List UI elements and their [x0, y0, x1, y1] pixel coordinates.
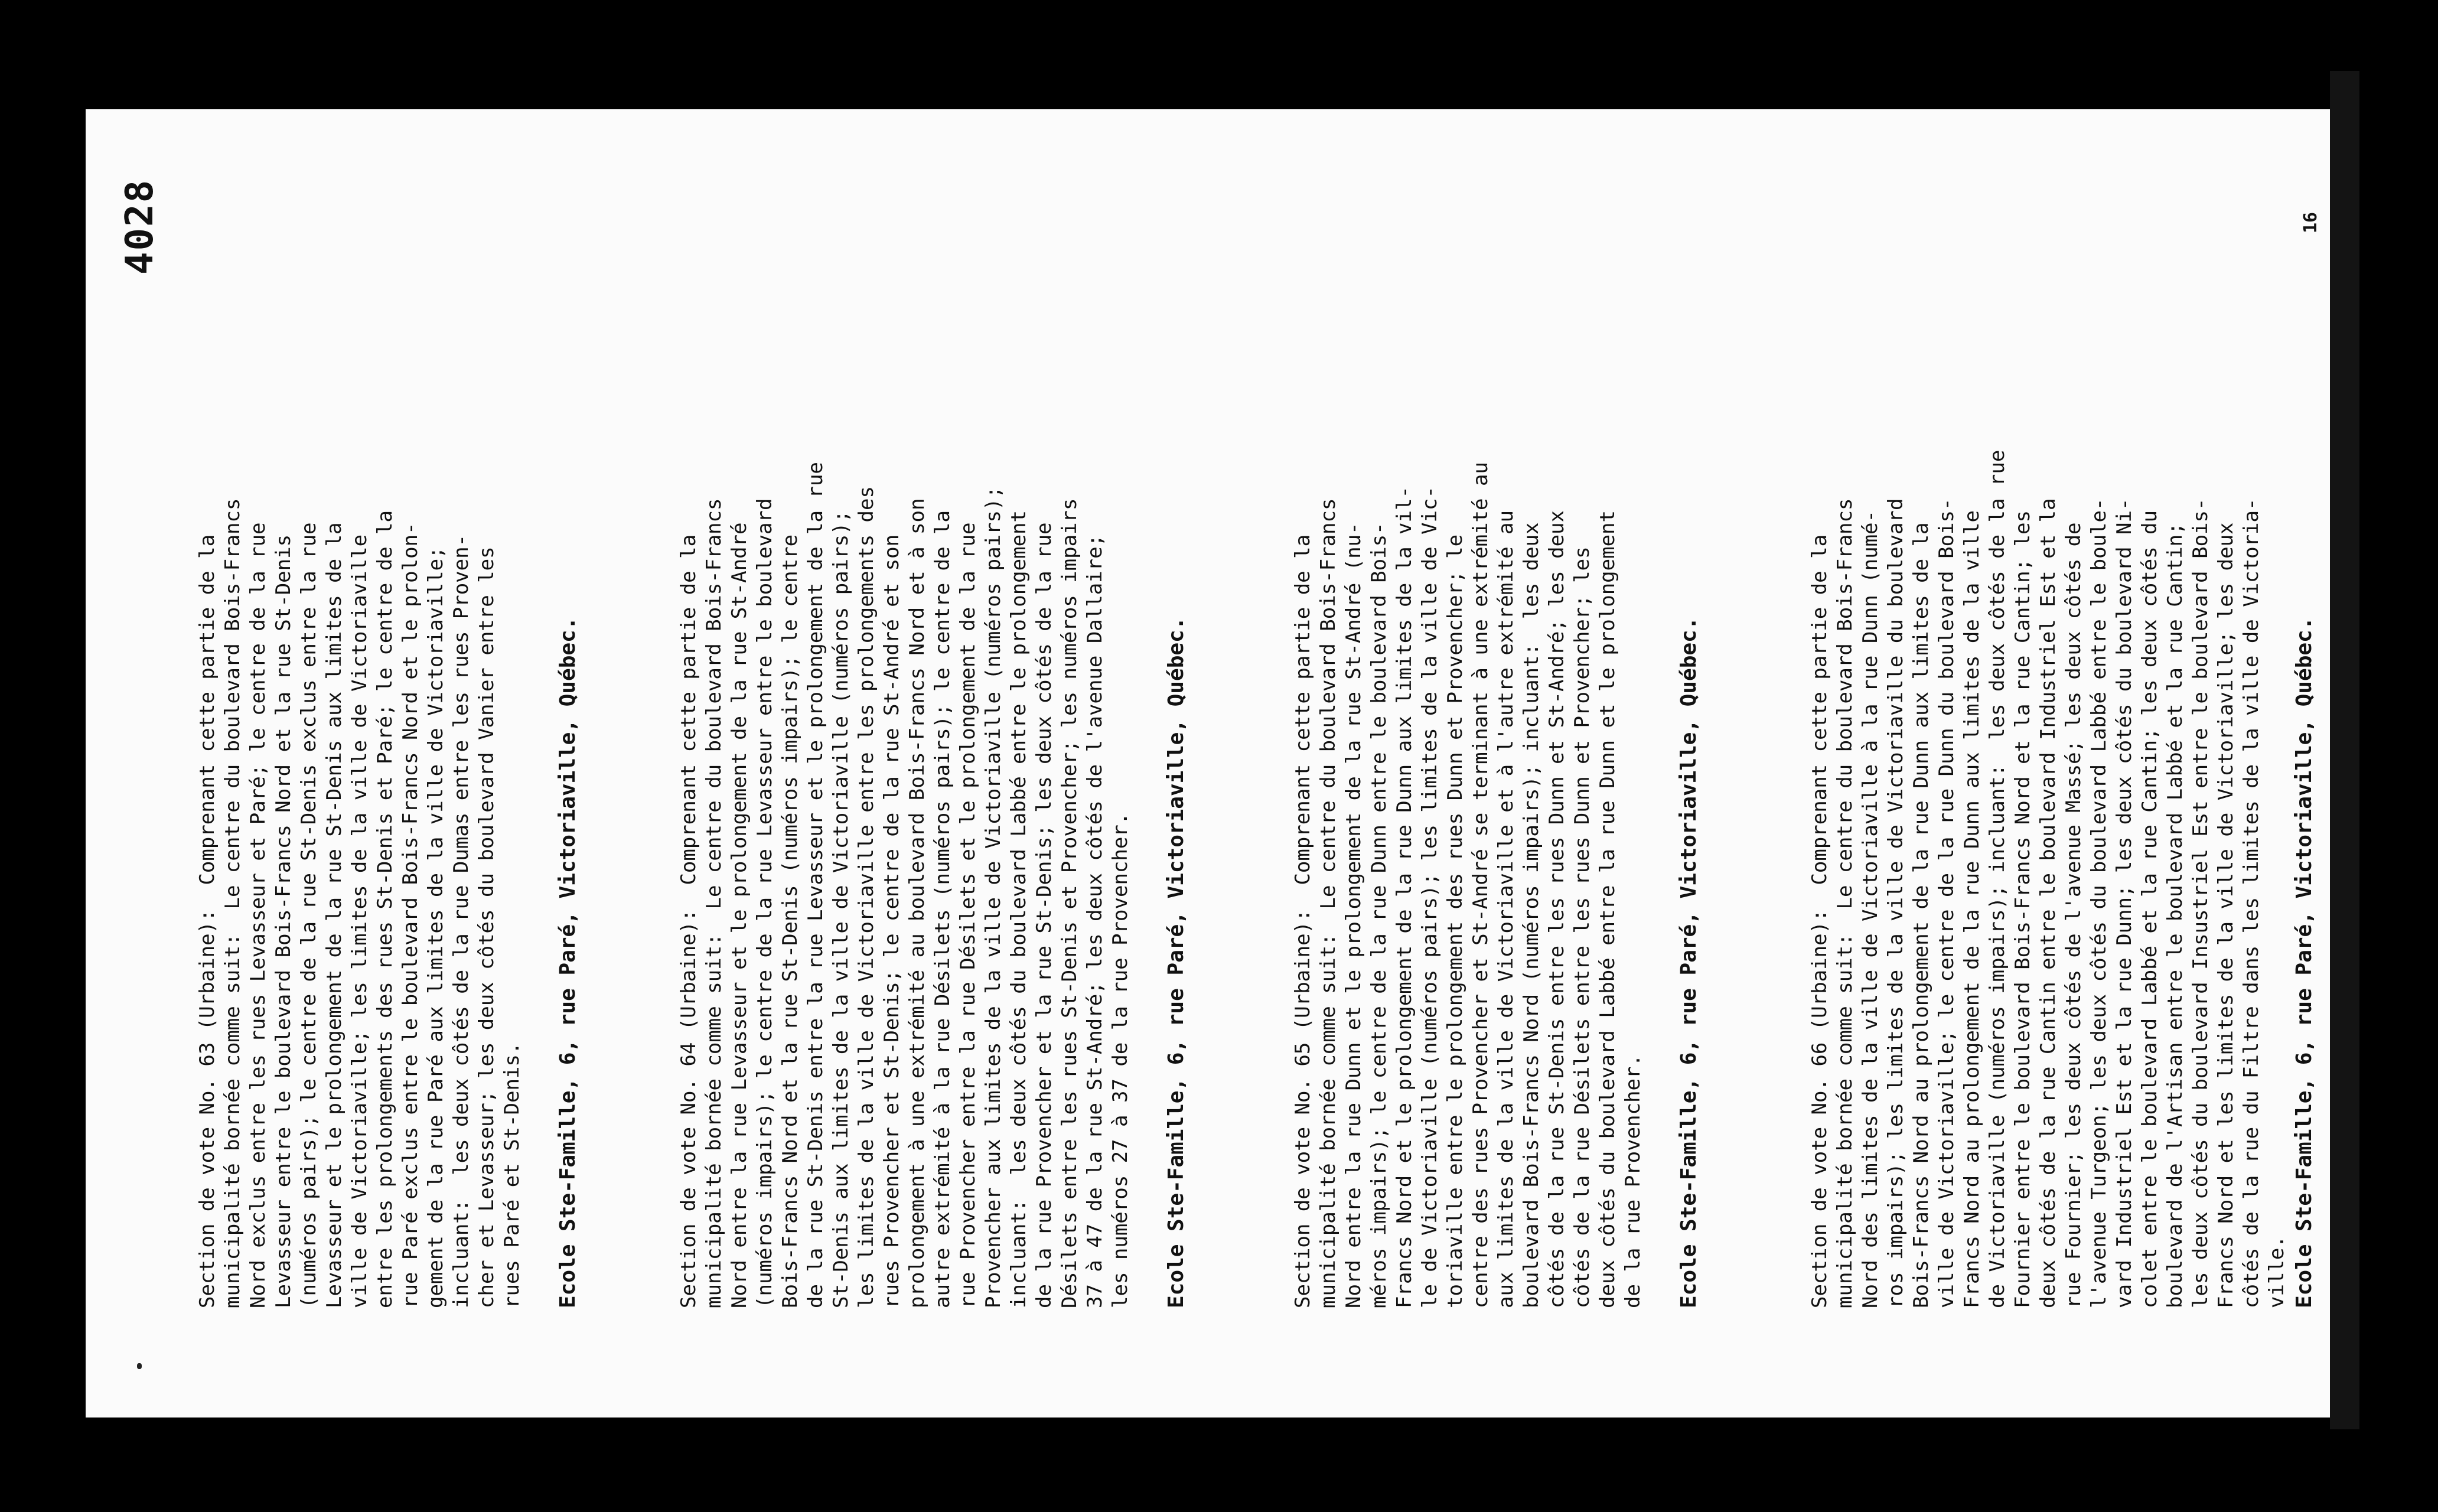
section-line: le de Victoriaville (numéros pairs); les limites de la ville de Vic- — [1418, 486, 1442, 1308]
section-line: Francs Nord et les limites de la ville de Victoriaville; les deux — [2214, 522, 2238, 1308]
section-line: l'avenue Turgeon; les deux côtés du boulevard Labbé entre le boule- — [2087, 498, 2111, 1308]
section-line: rue Provencher entre la rue Désilets et le prolongement de la rue — [956, 522, 980, 1308]
section-line: Section de vote No. 64 (Urbaine): Comprenant cette partie de la — [677, 534, 700, 1308]
section-64-block — [676, 245, 1188, 1308]
section-66-polling-place: Ecole Ste-Famille, 6, rue Paré, Victoriaville, Québec. — [2292, 617, 2316, 1308]
section-line: ville. — [2265, 1236, 2289, 1308]
section-63-text — [195, 245, 525, 1308]
section-line: ros impairs); les limites de la ville de Victoriaville du boulevard — [1884, 498, 1908, 1308]
section-line: cher et Levasseur; les deux côtés du boulevard Vanier entre les — [475, 546, 498, 1308]
section-66-text — [1807, 245, 2290, 1308]
section-line: incluant: les deux côtés du boulevard Labbé entre le prolongement — [1007, 510, 1031, 1308]
section-line: Provencher aux limites de la ville de Victoriaville (numéros pairs); — [982, 486, 1005, 1308]
section-65-polling-place: Ecole Ste-Famille, 6, rue Paré, Victoriaville, Québec. — [1677, 617, 1701, 1308]
section-line: rues Provencher et St-Denis; le centre de la rue St-André et son — [880, 534, 904, 1308]
section-line: les numéros 27 à 37 de la rue Provencher. — [1109, 812, 1132, 1308]
section-line: Nord entre la rue Dunn et le prolongement de la rue St-André (nu- — [1342, 522, 1365, 1308]
section-line: (numéros impairs); le centre de la rue Levasseur entre le boulevard — [753, 498, 777, 1308]
section-line: ville de Victoriaville; les limites de la ville de Victoriaville — [348, 534, 371, 1308]
section-line: colet entre le boulevard Labbé et la rue Cantin; les deux côtés du — [2138, 510, 2162, 1308]
section-line: deux côtés du boulevard Labbé entre la rue Dunn et le prolongement — [1596, 510, 1619, 1308]
section-line: boulevard de l'Artisan entre le boulevard Labbé et la rue Cantin; — [2163, 522, 2187, 1308]
section-line: Nord exclus entre les rues Levasseur et Paré; le centre de la rue — [246, 522, 270, 1308]
section-line: Francs Nord au prolongement de la rue Dunn aux limites de la ville — [1960, 510, 1984, 1308]
page-number: 4028 — [118, 178, 162, 275]
section-line: gement de la rue Paré aux limites de la ville de Victoriaville; — [424, 546, 448, 1308]
section-line: ville de Victoriaville; le centre de la rue Dunn du boulevard Bois- — [1935, 498, 1958, 1308]
section-63-block — [195, 245, 580, 1308]
section-line: Bois-Francs Nord au prolongement de la rue Dunn aux limites de la — [1909, 522, 1933, 1308]
section-line: de la rue Provencher et la rue St-Denis; les deux côtés de la rue — [1032, 522, 1056, 1308]
section-line: aux limites de la ville de Victoriaville et à l'autre extrémité au — [1494, 510, 1518, 1308]
section-line: municipalité bornée comme suit: Le centre du boulevard Bois-Francs — [702, 498, 726, 1308]
section-line: Bois-Francs Nord et la rue St-Denis (numéros impairs); le centre — [778, 534, 802, 1308]
section-64-text — [676, 245, 1133, 1308]
section-line: St-Denis aux limites de la ville de Victoriaville (numéros pairs); — [829, 510, 853, 1308]
section-line: de la rue Provencher. — [1621, 1054, 1645, 1308]
section-line: les limites de la ville de Victoriaville entre les prolongements des — [855, 486, 878, 1308]
section-line: autre extrémité à la rue Désilets (numéros pairs); le centre de la — [931, 510, 954, 1308]
section-line: Nord entre la rue Levasseur et le prolongement de la rue St-André — [728, 522, 751, 1308]
section-line: boulevard Bois-Francs Nord (numéros impairs); incluant: les deux — [1520, 522, 1543, 1308]
section-line: Nord des limites de la ville de Victoriaville à la rue Dunn (numé- — [1859, 510, 1882, 1308]
section-line: de la rue St-Denis entre la rue Levasseur et le prolongement de la rue — [804, 462, 827, 1308]
sheet-number: 16 — [2300, 211, 2321, 233]
scan-speck — [137, 1363, 142, 1369]
section-line: vard Industriel Est et la rue Dunn; les deux côtés du boulevard Ni- — [2113, 498, 2136, 1308]
section-line: de Victoriaville (numéros impairs); incluant: les deux côtés de la rue — [1986, 449, 2009, 1308]
section-line: municipalité bornée comme suit: Le centre du boulevard Bois-Francs — [1316, 498, 1340, 1308]
section-line: municipalité bornée comme suit: Le centre du boulevard Bois-Francs — [1833, 498, 1857, 1308]
section-66-block — [1807, 245, 2316, 1308]
section-line: Section de vote No. 63 (Urbaine): Comprenant cette partie de la — [195, 534, 219, 1308]
section-line: côtés de la rue Désilets entre les rues Dunn et Provencher; les — [1570, 546, 1594, 1308]
section-line: Francs Nord et le prolongement de la rue Dunn aux limites de la vil- — [1393, 486, 1416, 1308]
section-line: côtés de la rue St-Denis entre les rues Dunn et St-André; les deux — [1545, 510, 1569, 1308]
section-line: Fournier entre le boulevard Bois-Francs Nord et la rue Cantin; les — [2011, 510, 2035, 1308]
section-line: prolongement à une extrémité au boulevard Bois-Francs Nord et à son — [905, 498, 929, 1308]
section-line: entre les prolongements des rues St-Denis et Paré; le centre de la — [373, 510, 397, 1308]
section-line: côtés de la rue du Filtre dans les limites de la ville de Victoria- — [2240, 498, 2263, 1308]
section-line: rues Paré et St-Denis. — [500, 1042, 524, 1308]
section-line: deux côtés de la rue Cantin entre le boulevard Industriel Est et la — [2036, 498, 2060, 1308]
section-line: municipalité bornée comme suit: Le centre du boulevard Bois-Francs — [221, 498, 245, 1308]
section-line: rue Paré exclus entre le boulevard Bois-Francs Nord et le prolon- — [399, 522, 422, 1308]
section-65-text — [1290, 245, 1646, 1308]
section-line: (numéros pairs); le centre de la rue St-Denis exclus entre la rue — [297, 522, 321, 1308]
section-line: Section de vote No. 65 (Urbaine): Comprenant cette partie de la — [1291, 534, 1315, 1308]
section-line: 37 à 47 de la rue St-André; les deux côtés de l'avenue Dallaire; — [1083, 534, 1107, 1308]
section-line: Levasseur et le prolongement de la rue St-Denis aux limites de la — [322, 522, 346, 1308]
section-line: Section de vote No. 66 (Urbaine): Comprenant cette partie de la — [1808, 534, 1831, 1308]
section-line: incluant: les deux côtés de la rue Dumas entre les rues Proven- — [449, 534, 473, 1308]
section-65-block — [1290, 245, 1701, 1308]
section-line: méros impairs); le centre de la rue Dunn entre le boulevard Bois- — [1367, 522, 1391, 1308]
section-line: les deux côtés du boulevard Insustriel Est entre le boulevard Bois- — [2189, 498, 2212, 1308]
section-63-polling-place: Ecole Ste-Famille, 6, rue Paré, Victoriaville, Québec. — [556, 617, 580, 1308]
section-line: centre des rues Provencher et St-André se terminant à une extrémité au — [1469, 462, 1492, 1308]
section-line: rue Fournier; les deux côtés de l'avenue Massé; les deux côtés de — [2062, 522, 2085, 1308]
section-line: Désilets entre les rues St-Denis et Provencher; les numéros impairs — [1058, 498, 1081, 1308]
section-line: Levasseur entre le boulevard Bois-Francs Nord et la rue St-Denis — [272, 534, 295, 1308]
section-64-polling-place: Ecole Ste-Famille, 6, rue Paré, Victoriaville, Québec. — [1164, 617, 1188, 1308]
section-line: toriaville entre le prolongement des rues Dunn et Provencher; le — [1443, 534, 1467, 1308]
scan-edge — [2330, 71, 2359, 1429]
